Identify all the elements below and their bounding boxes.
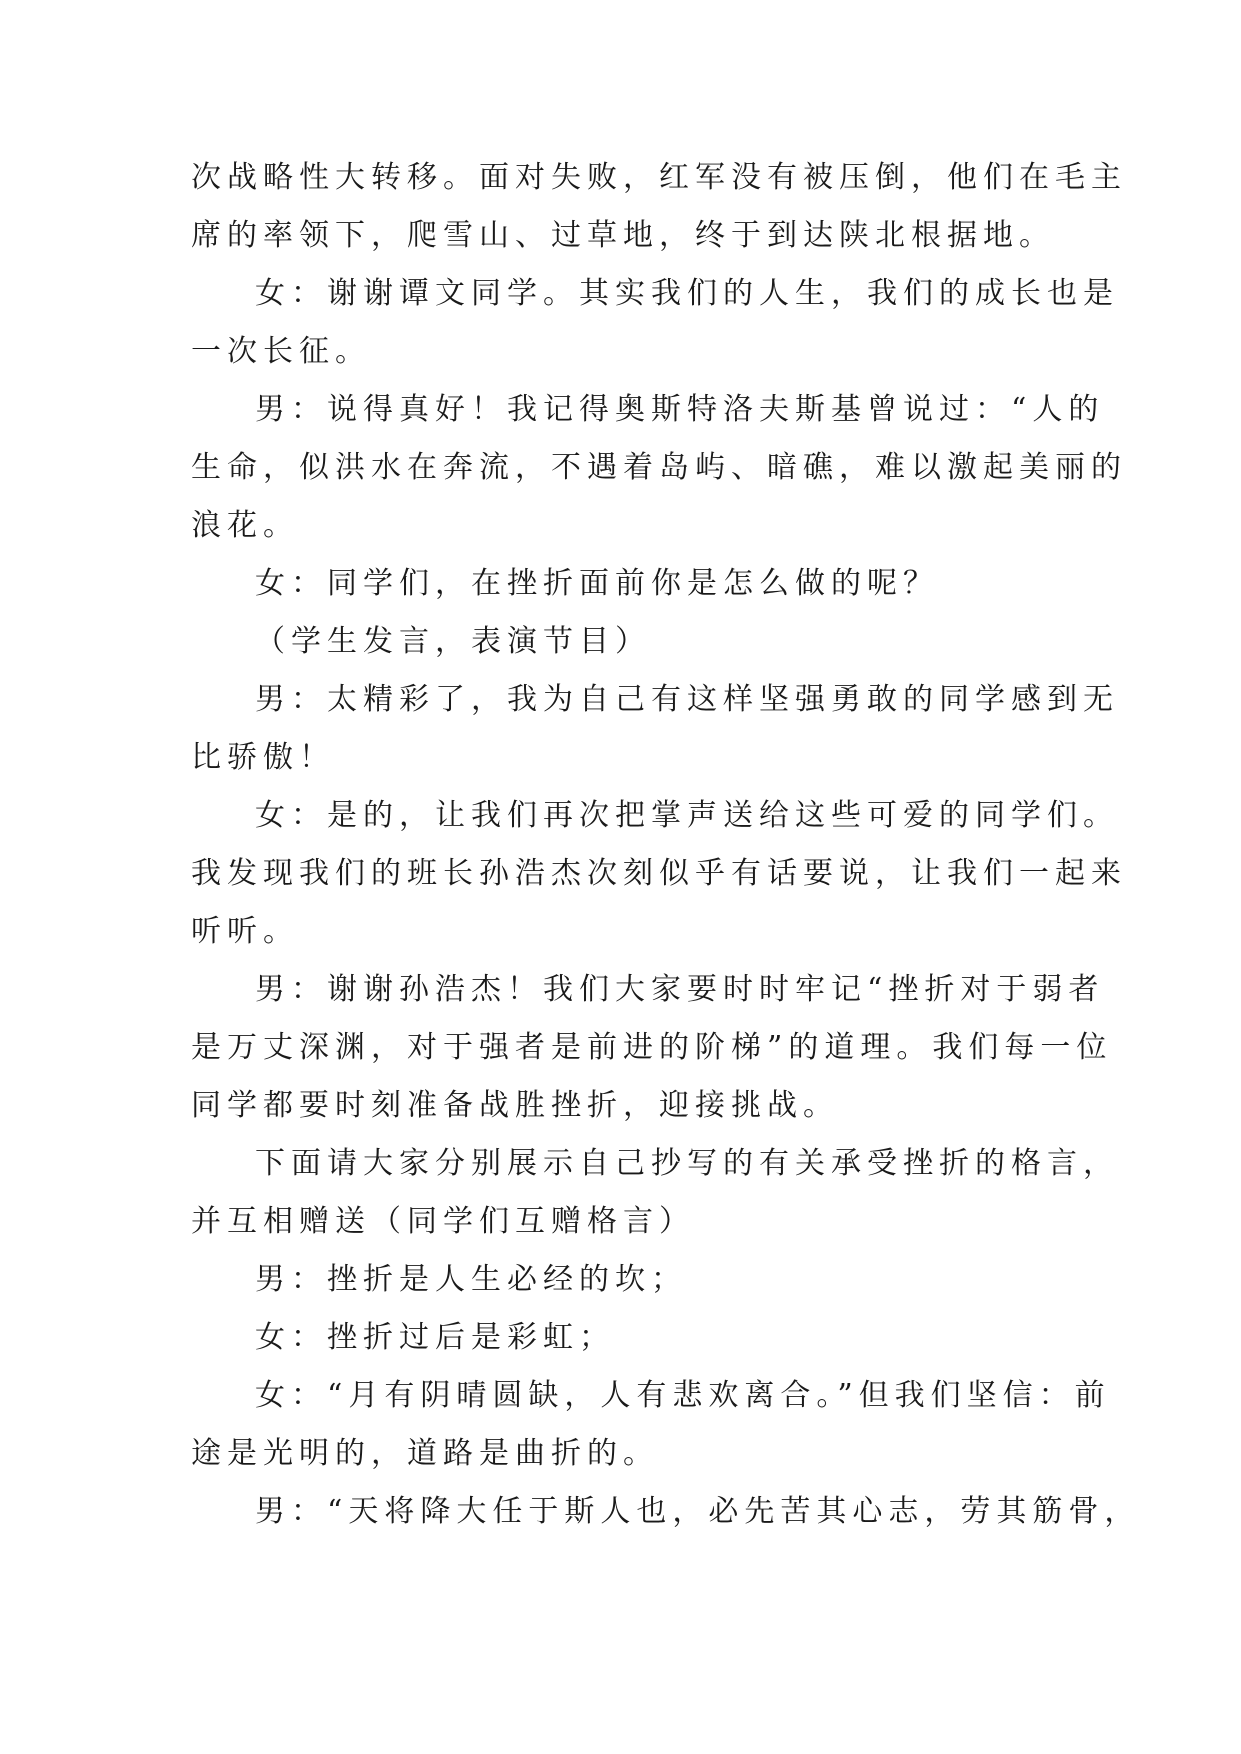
text-line: 男：说得真好！我记得奥斯特洛夫斯基曾说过：“人的: [255, 392, 1105, 427]
text-line: 是万丈深渊，对于强者是前进的阶梯”的道理。我们每一位: [191, 1030, 1113, 1065]
text-line: 男：谢谢孙浩杰！我们大家要时时牢记“挫折对于弱者: [255, 972, 1105, 1007]
text-line: 女：“月有阴晴圆缺，人有悲欢离合。”但我们坚信：前: [255, 1378, 1111, 1413]
text-line: 我发现我们的班长孙浩杰次刻似乎有话要说，让我们一起来: [191, 856, 1127, 891]
text-line: 女：挫折过后是彩虹；: [255, 1320, 615, 1355]
text-line: 途是光明的，道路是曲折的。: [191, 1436, 659, 1471]
text-line: 女：是的，让我们再次把掌声送给这些可爱的同学们。: [255, 798, 1119, 833]
text-line: 男：太精彩了，我为自己有这样坚强勇敢的同学感到无: [255, 682, 1119, 717]
text-line: 听听。: [191, 914, 299, 949]
text-line: 下面请大家分别展示自己抄写的有关承受挫折的格言，: [255, 1146, 1119, 1181]
text-line: 男：挫折是人生必经的坎；: [255, 1262, 687, 1297]
text-line: 女：同学们，在挫折面前你是怎么做的呢？: [255, 566, 939, 601]
text-line: 次战略性大转移。面对失败，红军没有被压倒，他们在毛主: [191, 160, 1127, 195]
text-line: 一次长征。: [191, 334, 371, 369]
text-line: 生命，似洪水在奔流，不遇着岛屿、暗礁，难以激起美丽的: [191, 450, 1127, 485]
text-line: 并互相赠送（同学们互赠格言）: [191, 1204, 695, 1239]
text-line: 席的率领下，爬雪山、过草地，终于到达陕北根据地。: [191, 218, 1055, 253]
text-line: 男：“天将降大任于斯人也，必先苦其心志，劳其筋骨，: [255, 1494, 1141, 1529]
text-line: 比骄傲！: [191, 740, 335, 775]
text-line: 女：谢谢谭文同学。其实我们的人生，我们的成长也是: [255, 276, 1119, 311]
text-line: （学生发言，表演节目）: [255, 624, 651, 659]
text-line: 浪花。: [191, 508, 299, 543]
text-line: 同学都要时刻准备战胜挫折，迎接挑战。: [191, 1088, 839, 1123]
